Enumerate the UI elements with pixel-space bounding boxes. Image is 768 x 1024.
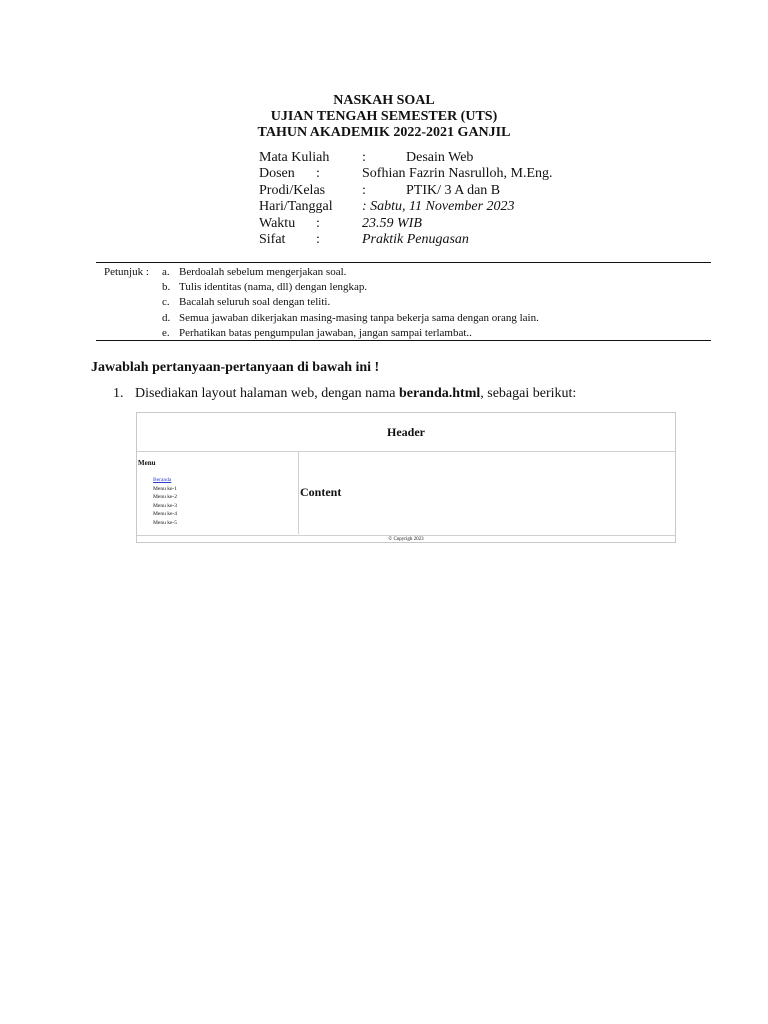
instructions-list xyxy=(162,265,722,341)
title-line-1: NASKAH SOAL xyxy=(333,93,435,108)
info-separator: : xyxy=(362,182,366,198)
mockup-menu-item: Menu ke-2 xyxy=(153,494,177,501)
info-label: Hari/Tanggal xyxy=(259,199,333,215)
mockup-header: Header xyxy=(137,413,675,452)
info-label: Sifat xyxy=(259,231,286,247)
info-separator: : xyxy=(316,215,320,231)
top-divider xyxy=(96,262,711,263)
info-label: Dosen xyxy=(259,166,295,182)
info-value: 23.59 WIB xyxy=(362,215,422,231)
instruction-item xyxy=(162,311,722,326)
question-1 xyxy=(113,386,576,402)
mockup-menu-item: Menu ke-5 xyxy=(153,519,177,526)
instruction-letter: b. xyxy=(162,281,171,294)
info-separator: : xyxy=(316,231,320,247)
info-label: Mata Kuliah xyxy=(259,150,330,165)
mockup-menu-title: Menu xyxy=(138,459,156,467)
mockup-menu xyxy=(137,452,299,534)
instruction-text: Tulis identitas (nama, dll) dengan lengkap. xyxy=(179,281,368,294)
title-line-2: UJIAN TENGAH SEMESTER (UTS) xyxy=(270,109,498,124)
instruction-item xyxy=(162,326,722,341)
instruction-letter: c. xyxy=(162,296,170,309)
title-line-3: TAHUN AKADEMIK 2022-2021 GANJIL xyxy=(257,125,511,140)
instruction-text: Berdoalah sebelum mengerjakan soal. xyxy=(179,266,347,278)
questions-heading: Jawablah pertanyaan-pertanyaan di bawah ini ! xyxy=(91,360,380,375)
mockup-menu-item: Menu ke-4 xyxy=(153,511,177,518)
info-value: Praktik Penugasan xyxy=(362,231,469,247)
exam-title xyxy=(0,93,768,141)
mockup-menu-link: Beranda xyxy=(153,477,172,483)
question-text-after: , sebagai berikut: xyxy=(480,386,577,401)
info-label: Waktu xyxy=(259,215,296,231)
info-label: Prodi/Kelas xyxy=(259,182,326,198)
info-value: : Sabtu, 11 November 2023 xyxy=(362,199,515,215)
mockup-menu-list xyxy=(153,476,177,528)
mockup-footer: © Copyrigh 2023 xyxy=(137,535,675,543)
info-value: Desain Web xyxy=(406,150,474,165)
question-number: 1. xyxy=(113,386,124,401)
instruction-letter: a. xyxy=(162,266,170,278)
instruction-item xyxy=(162,265,722,280)
question-text-before: Disediakan layout halaman web, dengan nama xyxy=(135,386,399,401)
layout-mockup xyxy=(136,412,676,543)
info-separator: : xyxy=(316,166,320,182)
bottom-divider xyxy=(96,340,711,341)
instruction-letter: d. xyxy=(162,311,171,324)
instruction-item xyxy=(162,280,722,295)
instruction-letter: e. xyxy=(162,326,170,339)
instruction-text: Bacalah seluruh soal dengan teliti. xyxy=(179,296,331,309)
info-separator: : xyxy=(362,150,366,165)
instruction-text: Semua jawaban dikerjakan masing-masing tanpa bekerja sama dengan orang lain. xyxy=(179,311,539,324)
info-value: Sofhian Fazrin Nasrulloh, M.Eng. xyxy=(362,166,553,182)
instruction-item xyxy=(162,295,722,310)
info-value: PTIK/ 3 A dan B xyxy=(406,182,501,198)
mockup-content: Content xyxy=(300,485,342,499)
instruction-text: Perhatikan batas pengumpulan jawaban, jangan sampai terlambat.. xyxy=(179,326,472,339)
instructions-label: Petunjuk : xyxy=(104,266,149,278)
question-filename: beranda.html xyxy=(398,386,481,401)
mockup-menu-item: Menu ke-1 xyxy=(153,485,177,492)
mockup-menu-item: Menu ke-3 xyxy=(153,502,177,509)
